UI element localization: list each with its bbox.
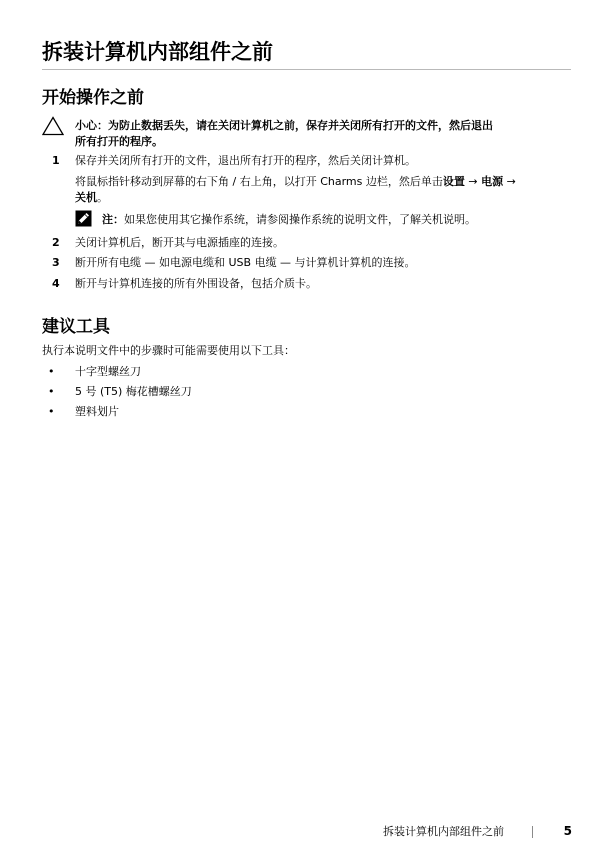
caution-message [75, 118, 575, 150]
note-pencil-icon [75, 210, 92, 227]
shutdown-note [102, 212, 572, 228]
step-number-3: 3 [52, 256, 60, 269]
note-text: 如果您使用其它操作系统，请参阅操作系统的说明文件，了解关机说明。 [124, 213, 476, 226]
bullet-icon: • [48, 405, 55, 418]
bullet-icon: • [48, 365, 55, 378]
footer-separator [532, 826, 533, 838]
bullet-icon: • [48, 385, 55, 398]
arrow-1: → [464, 175, 482, 188]
settings-label: 设置 [442, 175, 465, 188]
title-divider [42, 69, 571, 70]
step-1-detail [75, 174, 575, 206]
footer-section-title: 拆装计算机内部组件之前 [383, 825, 504, 838]
power-label: 电源 [481, 175, 504, 188]
step-1-detail-end: 。 [97, 191, 108, 204]
step-1-detail-prefix: 将鼠标指针移动到屏幕的右下角 / 右上角，以打开 Charms 边栏，然后单击 [75, 175, 443, 188]
tool-item-2: 5 号 (T5) 梅花槽螺丝刀 [75, 385, 192, 398]
step-text-4: 断开与计算机连接的所有外围设备，包括介质卡。 [75, 277, 317, 290]
step-number-1: 1 [52, 154, 60, 167]
step-number-2: 2 [52, 236, 60, 249]
step-number-4: 4 [52, 277, 60, 290]
tools-intro: 执行本说明文件中的步骤时可能需要使用以下工具： [42, 344, 295, 357]
tool-item-3: 塑料划片 [75, 405, 119, 418]
section-heading-recommended-tools: 建议工具 [42, 317, 110, 337]
arrow-2: → [503, 175, 516, 188]
step-text-2: 关闭计算机后，断开其与电源插座的连接。 [75, 236, 284, 249]
caution-line-1: 小心：为防止数据丢失，请在关闭计算机之前，保存并关闭所有打开的文件，然后退出 [75, 119, 493, 132]
step-text-3: 断开所有电缆 — 如电源电缆和 USB 电缆 — 与计算机计算机的连接。 [75, 256, 416, 269]
page-title: 拆装计算机内部组件之前 [42, 40, 273, 64]
shutdown-label: 关机 [75, 191, 97, 204]
step-text-1: 保存并关闭所有打开的文件，退出所有打开的程序，然后关闭计算机。 [75, 154, 416, 167]
tool-item-1: 十字型螺丝刀 [75, 365, 141, 378]
page-number: 5 [563, 824, 572, 838]
caution-line-2: 所有打开的程序。 [75, 135, 163, 148]
note-label: 注： [102, 213, 124, 226]
section-heading-before-you-begin: 开始操作之前 [42, 88, 144, 108]
caution-triangle-icon [42, 116, 64, 136]
